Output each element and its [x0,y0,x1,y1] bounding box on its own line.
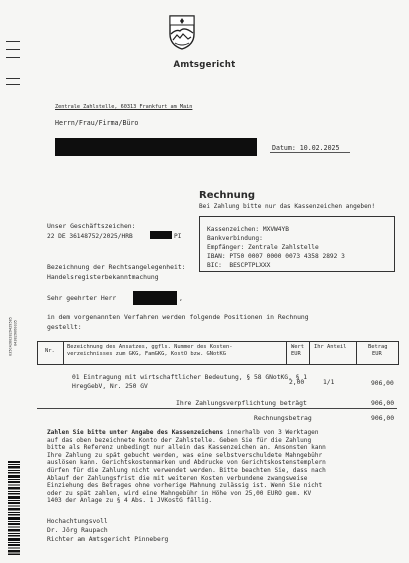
fold-mark [6,49,20,50]
payment-notice-text: Ihre Zahlung zu spät gebucht werden, was eine selbstverschuldete Mahngebühr [47,451,323,459]
column-description-line1: Bezeichnung des Ansatzes, ggfls. Nummer des Kosten- [67,344,233,350]
payment-notice-text: dürfen für die Zahlung nicht verwendet werden. Bitte beachten Sie, dass nach [47,466,326,474]
table-row-amount: 906,00 [371,380,394,387]
obligation-label: Ihre Zahlungsverpflichtung beträgt [176,399,307,407]
cash-reference: Kassenzeichen: MXVW4YB [207,226,289,233]
payment-notice-text: Einziehung des Betrages ohne vorherige Mahnung zulässig ist. Wenn Sie nicht [47,482,323,490]
obligation-amount: 906,00 [371,399,395,407]
column-wert-unit: EUR [291,351,301,357]
intro-text: in dem vorgenannten Verfahren werden folgende Positionen in Rechnung [47,313,309,321]
letter-date: Datum: 10.02.2025 [272,144,340,152]
iban: IBAN: PT50 0007 0000 0073 4358 2892 3 [207,253,345,260]
divider-line [37,408,397,409]
column-share: Ihr Anteil [314,344,347,350]
payment-details-box [199,216,395,272]
column-amount: Betrag [368,344,388,350]
sender-address-line: Zentrale Zahlstelle, 60313 Frankfurt am Main [55,104,193,110]
column-divider [309,342,310,364]
payment-notice-text: 1403 der Anlage zu § 4 Abs. 1 JVKostG fällig. [47,497,213,505]
fold-mark [6,78,20,79]
bank-connection-label: Bankverbindung: [207,235,263,242]
payment-notice-text: bitte als Referenz unbedingt nur allein das Kassenzeichen an. Ansonsten kann [47,444,326,452]
payment-notice-text: auslösen kann. Gerichtskostenmarken und Abdrucke von Gerichtskostenstemplern [47,459,326,467]
redacted-reference-part [150,231,172,239]
closing-signature [47,517,168,544]
table-row-description: 01 Eintragung mit wirtschaftlicher Bedeutung, § 58 GNotKG, § 1 [72,374,308,381]
signatory-title: Richter am Amtsgericht Pinneberg [47,536,169,543]
fold-mark [6,57,20,58]
table-row-value: 2,00 [289,379,305,386]
bic: BIC: BESCPTPLXXX [207,262,271,269]
invoice-amount-label: Rechnungsbetrag [254,414,312,422]
closing-phrase: Hochachtungsvoll [47,518,108,525]
court-name: Amtsgericht [173,60,236,70]
table-row-share: 1/1 [323,379,335,386]
column-divider [286,342,287,364]
side-code-text-1: 035C42802829429585 [8,317,13,356]
greeting-comma: , [179,294,183,302]
greeting: Sehr geehrter Herr [47,294,117,302]
barcode [8,461,20,555]
invoice-title: Rechnung [199,190,256,201]
payment-notice [47,429,399,505]
reference-number: 22 DE 36148752/2025/HRB [47,233,133,240]
column-amount-unit: EUR [372,351,382,357]
redacted-recipient-name [55,138,257,156]
positions-table-header [37,341,399,365]
column-wert: Wert [291,344,304,350]
reference-label: Unser Geschäftszeichen: [47,222,136,230]
court-crest-logo [168,14,196,50]
intro-text: gestellt: [47,323,82,331]
payee: Empfänger: Zentrale Zahlstelle [207,244,319,251]
payment-notice-text: auf das oben bezeichnete Konto der Zahlstelle. Geben Sie für die Zahlung [47,436,312,444]
table-row-description: HregGebV, Nr. 250 GV [72,383,148,390]
side-code-text-2: 043829060035 [13,320,18,346]
payment-notice-text: oder zu spät zahlen, wird eine Mahngebühr in Höhe von 25,00 EURO gem. KV [47,489,312,497]
invoice-subtitle: Bei Zahlung bitte nur das Kassenzeichen angeben! [199,203,376,210]
redacted-greeting-name [133,291,177,305]
reference-suffix: PI [174,233,182,240]
payment-notice-bold: Zahlen Sie bitte unter Angabe des Kassenzeichens [47,429,224,436]
date-underline [270,152,350,153]
fold-mark [6,41,20,42]
payment-notice-text: Ablauf der Zahlungsfrist die mit weiteren Kosten verbundene zwangsweise [47,474,308,482]
payment-notice-text: innerhalb von 3 Werktagen [223,429,319,436]
column-description-line2: verzeichnisses zum GKG, FamGKG, KostO bzw. GNotKG [67,351,227,357]
side-reference-code [8,268,18,358]
fold-mark [6,84,20,85]
column-nr: Nr. [45,348,55,354]
recipient-salutation: Herrn/Frau/Firma/Büro [55,119,139,127]
column-divider [63,342,64,364]
subject-label: Bezeichnung der Rechtsangelegenheit: [47,263,186,271]
column-divider [356,342,357,364]
invoice-amount: 906,00 [371,414,395,422]
signatory-name: Dr. Jörg Raupach [47,527,108,534]
subject-value: Handelsregisterbekanntmachung [47,273,159,281]
